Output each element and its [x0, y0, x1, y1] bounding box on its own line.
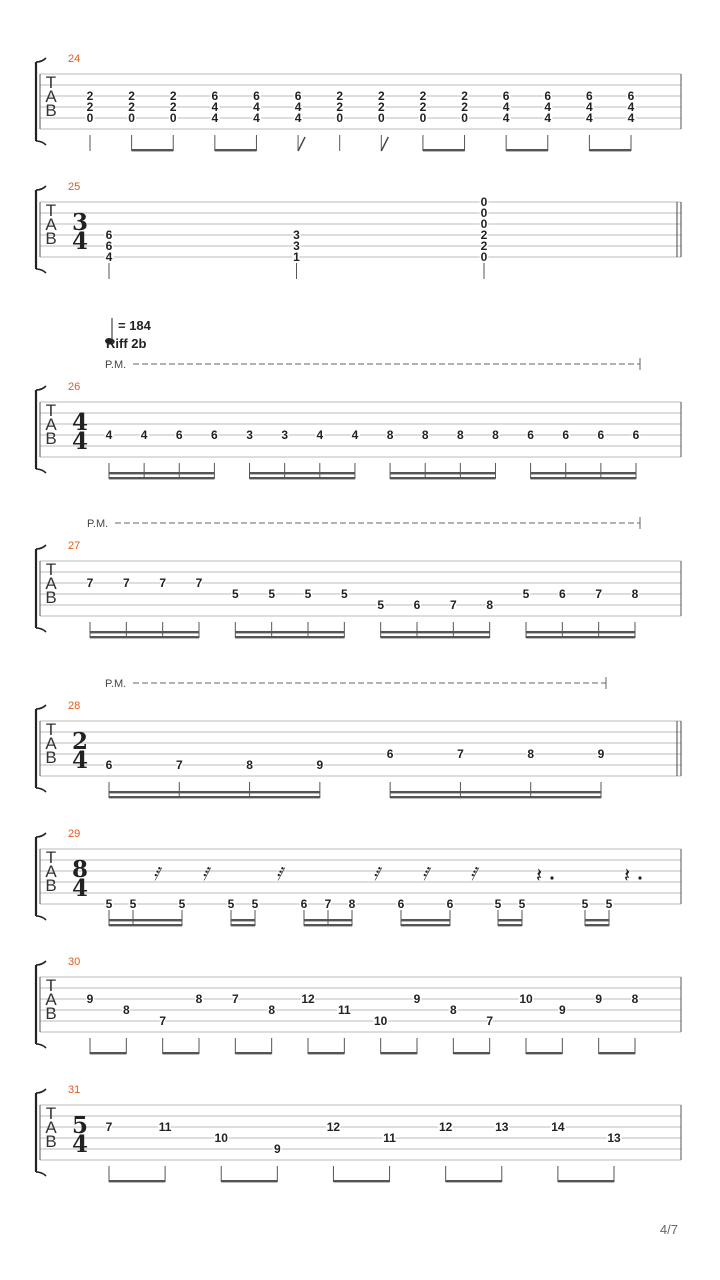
fret-number: 5 [178, 897, 186, 911]
bracket-bottom-hook [36, 1044, 46, 1048]
time-signature-bottom: 4 [71, 747, 89, 774]
time-signature-top: 3 [71, 209, 89, 236]
palm-mute-label: P.M. [87, 518, 109, 530]
fret-number: 14 [551, 1120, 565, 1134]
time-signature-top: 4 [71, 409, 89, 436]
fret-number: 8 [348, 897, 356, 911]
fret-number: 2 [461, 89, 468, 103]
fret-number: 10 [214, 1131, 228, 1145]
fret-number: 2 [419, 100, 427, 114]
fret-number: 1 [293, 250, 300, 264]
measure-number: 30 [68, 956, 81, 968]
tab-clef-letter: T [45, 848, 57, 867]
tab-clef-letter: B [45, 748, 57, 767]
fret-number: 9 [86, 992, 94, 1006]
note-beam [304, 919, 352, 921]
note-beam [231, 924, 255, 926]
tab-clef-letter: T [45, 201, 57, 220]
measure-number: 31 [68, 1084, 81, 1096]
page-number: 4/7 [659, 1222, 678, 1237]
fret-number: 9 [316, 758, 324, 772]
tab-clef-letter: A [45, 1118, 57, 1137]
fret-number: 7 [159, 576, 167, 590]
bracket-top-hook [36, 705, 46, 709]
fret-number: 6 [300, 897, 308, 911]
fret-number: 4 [316, 428, 324, 442]
fret-number: 6 [386, 747, 394, 761]
fret-number: 2 [480, 239, 488, 253]
fret-number: 2 [128, 89, 135, 103]
tab-clef-letter: A [45, 990, 57, 1009]
bracket-top-hook [36, 1089, 46, 1093]
note-beam [390, 472, 495, 474]
fret-number: 5 [251, 897, 259, 911]
note-beam [531, 472, 636, 474]
fret-number: 7 [324, 897, 332, 911]
tab-clef-letter: T [45, 720, 57, 739]
note-flag [298, 137, 305, 151]
fret-number: 6 [105, 239, 113, 253]
fret-number: 2 [169, 100, 177, 114]
measure-number: 25 [68, 181, 81, 193]
fret-number: 13 [607, 1131, 621, 1145]
dotted-quarter-rest: 𝄽 [624, 863, 631, 887]
tab-clef-letter: A [45, 862, 57, 881]
rest-dot [550, 876, 553, 879]
bracket-bottom-hook [36, 916, 46, 920]
fret-number: 5 [581, 897, 589, 911]
note-beam [235, 631, 344, 633]
note-beam [381, 636, 490, 638]
fret-number: 6 [502, 89, 510, 103]
note-beam [531, 477, 636, 479]
note-beam [453, 1052, 489, 1054]
note-beam [215, 149, 257, 151]
note-beam [390, 796, 601, 798]
fret-number: 0 [480, 250, 488, 264]
fret-number: 8 [195, 992, 203, 1006]
fret-number: 8 [527, 747, 535, 761]
tab-clef-letter: T [45, 1104, 57, 1123]
fret-number: 7 [175, 758, 183, 772]
fret-number: 4 [211, 100, 219, 114]
tab-clef-letter: B [45, 101, 57, 120]
fret-number: 4 [105, 428, 113, 442]
fret-number: 7 [486, 1014, 494, 1028]
rest-dot [638, 876, 641, 879]
note-beam [308, 1052, 344, 1054]
tab-clef-letter: A [45, 734, 57, 753]
note-beam [381, 1052, 417, 1054]
fret-number: 0 [419, 111, 427, 125]
fret-number: 9 [273, 1142, 281, 1156]
tab-clef-letter: B [45, 588, 57, 607]
note-beam [498, 919, 522, 921]
fret-number: 9 [595, 992, 603, 1006]
time-signature-bottom: 4 [71, 228, 89, 255]
note-beam [109, 919, 182, 921]
fret-number: 12 [438, 1120, 453, 1134]
fret-number: 0 [86, 111, 94, 125]
note-beam [109, 791, 320, 793]
note-beam [585, 924, 609, 926]
note-beam [589, 149, 631, 151]
fret-number: 8 [246, 758, 253, 772]
bracket-bottom-hook [36, 269, 46, 273]
tab-clef-letter: T [45, 401, 57, 420]
fret-number: 12 [326, 1120, 341, 1134]
note-beam [231, 919, 255, 921]
fret-number: 11 [337, 1003, 351, 1017]
fret-number: 7 [86, 576, 94, 590]
palm-mute-label: P.M. [105, 359, 127, 371]
fret-number: 6 [627, 89, 635, 103]
fret-number: 5 [494, 897, 502, 911]
fret-number: 7 [457, 747, 464, 761]
note-beam [585, 919, 609, 921]
fret-number: 4 [351, 428, 359, 442]
bracket-top-hook [36, 833, 46, 837]
fret-number: 6 [632, 428, 640, 442]
fret-number: 2 [377, 100, 385, 114]
fret-number: 10 [519, 992, 533, 1006]
note-beam [304, 924, 352, 926]
tempo-marking: = 184 [118, 318, 151, 333]
fret-number: 6 [211, 89, 219, 103]
fret-number: 8 [486, 598, 494, 612]
note-beam [109, 1180, 165, 1182]
note-beam [381, 631, 490, 633]
fret-number: 9 [558, 1003, 566, 1017]
fret-number: 0 [461, 111, 468, 125]
time-signature-top: 2 [71, 728, 89, 755]
fret-number: 10 [373, 1014, 388, 1028]
fret-number: 0 [128, 111, 135, 125]
fret-number: 4 [586, 111, 593, 125]
fret-number: 4 [502, 100, 510, 114]
fret-number: 6 [175, 428, 183, 442]
fret-number: 5 [129, 897, 137, 911]
note-beam [221, 1180, 277, 1182]
sixteenth-rest: 𝅀 [202, 864, 209, 885]
fret-number: 0 [480, 206, 488, 220]
note-beam [599, 1052, 635, 1054]
tab-clef-letter: A [45, 415, 57, 434]
note-beam [250, 472, 355, 474]
fret-number: 6 [586, 89, 593, 103]
note-beam [109, 796, 320, 798]
note-beam [90, 631, 199, 633]
note-beam [401, 919, 450, 921]
tab-clef-letter: B [45, 1004, 57, 1023]
fret-number: 0 [336, 111, 344, 125]
measure-number: 28 [68, 700, 81, 712]
fret-number: 11 [383, 1131, 396, 1145]
fret-number: 7 [195, 576, 203, 590]
tab-clef-letter: T [45, 560, 57, 579]
fret-number: 5 [268, 587, 276, 601]
fret-number: 8 [386, 428, 394, 442]
tab-clef-letter: B [45, 429, 57, 448]
fret-number: 4 [627, 111, 635, 125]
tab-clef-letter: B [45, 229, 57, 248]
bracket-bottom-hook [36, 141, 46, 145]
fret-number: 3 [281, 428, 289, 442]
fret-number: 6 [294, 89, 302, 103]
tab-clef-letter: A [45, 87, 57, 106]
fret-number: 9 [413, 992, 421, 1006]
dotted-quarter-rest: 𝄽 [536, 863, 543, 887]
fret-number: 3 [293, 228, 300, 242]
fret-number: 8 [122, 1003, 130, 1017]
fret-number: 3 [246, 428, 253, 442]
fret-number: 2 [480, 228, 488, 242]
note-beam [109, 472, 214, 474]
bracket-top-hook [36, 186, 46, 190]
fret-number: 2 [419, 89, 427, 103]
fret-number: 2 [128, 100, 135, 114]
time-signature-bottom: 4 [71, 875, 89, 902]
note-beam [163, 1052, 199, 1054]
fret-number: 4 [627, 100, 635, 114]
measure-number: 27 [68, 540, 81, 552]
fret-number: 12 [301, 992, 315, 1006]
palm-mute-label: P.M. [105, 678, 127, 690]
time-signature-top: 5 [71, 1112, 89, 1139]
bracket-bottom-hook [36, 469, 46, 473]
note-beam [109, 924, 182, 926]
fret-number: 4 [586, 100, 593, 114]
note-beam [446, 1180, 502, 1182]
fret-number: 9 [597, 747, 605, 761]
note-beam [498, 924, 522, 926]
fret-number: 4 [294, 100, 302, 114]
fret-number: 6 [413, 598, 421, 612]
fret-number: 7 [595, 587, 603, 601]
note-beam [90, 1052, 126, 1054]
fret-number: 6 [562, 428, 570, 442]
bracket-bottom-hook [36, 788, 46, 792]
fret-number: 7 [449, 598, 457, 612]
bracket-top-hook [36, 545, 46, 549]
fret-number: 8 [421, 428, 429, 442]
note-beam [235, 636, 344, 638]
fret-number: 5 [522, 587, 530, 601]
fret-number: 4 [294, 111, 302, 125]
section-label: Riff 2b [106, 336, 147, 351]
note-beam [390, 477, 495, 479]
bracket-top-hook [36, 961, 46, 965]
tab-clef-letter: A [45, 215, 57, 234]
fret-number: 8 [631, 587, 639, 601]
note-beam [333, 1180, 389, 1182]
sixteenth-rest: 𝅀 [276, 864, 283, 885]
bracket-bottom-hook [36, 1172, 46, 1176]
note-beam [250, 477, 355, 479]
note-beam [423, 149, 465, 151]
fret-number: 2 [377, 89, 385, 103]
fret-number: 2 [336, 89, 344, 103]
note-beam [526, 636, 635, 638]
bracket-bottom-hook [36, 628, 46, 632]
fret-number: 5 [231, 587, 239, 601]
fret-number: 2 [461, 100, 468, 114]
fret-number: 2 [86, 89, 94, 103]
fret-number: 8 [268, 1003, 276, 1017]
bracket-top-hook [36, 386, 46, 390]
fret-number: 4 [253, 100, 260, 114]
tab-clef-letter: B [45, 1132, 57, 1151]
fret-number: 5 [340, 587, 348, 601]
note-beam [401, 924, 450, 926]
fret-number: 6 [105, 228, 113, 242]
fret-number: 7 [159, 1014, 167, 1028]
fret-number: 6 [397, 897, 405, 911]
sixteenth-rest: 𝅀 [373, 864, 380, 885]
tab-clef-letter: T [45, 976, 57, 995]
fret-number: 5 [304, 587, 312, 601]
fret-number: 7 [231, 992, 239, 1006]
note-beam [90, 636, 199, 638]
fret-number: 7 [122, 576, 130, 590]
time-signature-bottom: 4 [71, 428, 89, 455]
note-beam [526, 631, 635, 633]
fret-number: 0 [377, 111, 385, 125]
note-beam [235, 1052, 271, 1054]
fret-number: 5 [377, 598, 385, 612]
bracket-top-hook [36, 58, 46, 62]
tab-clef-letter: T [45, 73, 57, 92]
fret-number: 0 [480, 195, 488, 209]
fret-number: 13 [495, 1120, 509, 1134]
measure-number: 24 [68, 53, 81, 65]
fret-number: 5 [605, 897, 613, 911]
fret-number: 7 [105, 1120, 113, 1134]
time-signature-top: 8 [71, 856, 89, 883]
fret-number: 11 [158, 1120, 172, 1134]
note-beam [132, 149, 174, 151]
fret-number: 3 [293, 239, 300, 253]
fret-number: 6 [253, 89, 260, 103]
fret-number: 6 [446, 897, 454, 911]
fret-number: 8 [456, 428, 464, 442]
fret-number: 0 [169, 111, 177, 125]
fret-number: 6 [558, 587, 566, 601]
sixteenth-rest: 𝅀 [153, 864, 160, 885]
fret-number: 4 [544, 111, 552, 125]
sixteenth-rest: 𝅀 [422, 864, 429, 885]
fret-number: 2 [336, 100, 344, 114]
fret-number: 4 [544, 100, 552, 114]
fret-number: 2 [86, 100, 94, 114]
measure-number: 26 [68, 381, 81, 393]
note-beam [558, 1180, 614, 1182]
note-beam [506, 149, 548, 151]
fret-number: 5 [518, 897, 526, 911]
fret-number: 5 [105, 897, 113, 911]
measure-number: 29 [68, 828, 81, 840]
fret-number: 6 [544, 89, 552, 103]
fret-number: 4 [105, 250, 113, 264]
fret-number: 4 [502, 111, 510, 125]
fret-number: 4 [140, 428, 148, 442]
fret-number: 6 [597, 428, 605, 442]
note-flag [381, 137, 388, 151]
note-beam [109, 477, 214, 479]
fret-number: 5 [227, 897, 235, 911]
fret-number: 6 [211, 428, 218, 442]
note-beam [526, 1052, 562, 1054]
tab-clef-letter: A [45, 574, 57, 593]
fret-number: 4 [211, 111, 219, 125]
tab-clef-letter: B [45, 876, 57, 895]
time-signature-bottom: 4 [71, 1131, 89, 1158]
fret-number: 6 [527, 428, 534, 442]
fret-number: 4 [253, 111, 260, 125]
sixteenth-rest: 𝅀 [470, 864, 477, 885]
note-beam [390, 791, 601, 793]
fret-number: 0 [480, 217, 488, 231]
fret-number: 2 [169, 89, 177, 103]
fret-number: 8 [492, 428, 499, 442]
fret-number: 6 [105, 758, 113, 772]
fret-number: 8 [449, 1003, 457, 1017]
fret-number: 8 [631, 992, 639, 1006]
